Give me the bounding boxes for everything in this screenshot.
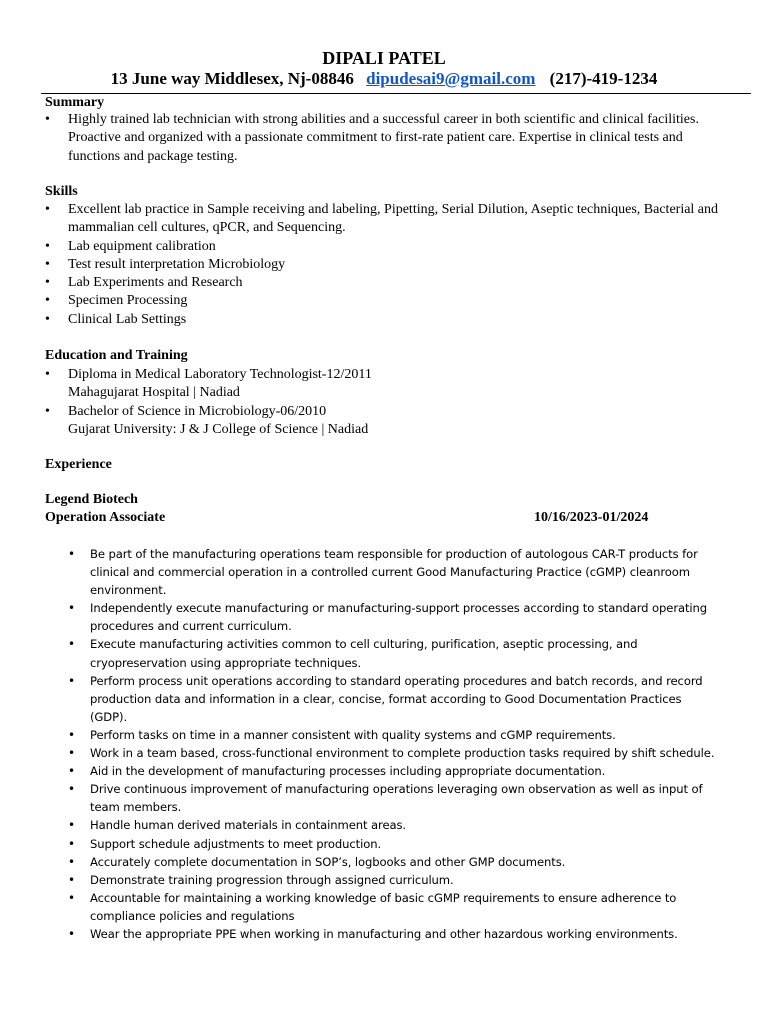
email-link[interactable]: dipudesai9@gmail.com [366,69,536,88]
education-degree: • Bachelor of Science in Microbiology-06/2010 [68,403,327,419]
duty-item: • Accountable for maintaining a working knowledge of basic cGMP requirements to ensure adherence to compliance policies and regulations [68,889,718,925]
education-school: Mahagujarat Hospital | Nadiad [68,385,240,401]
skills-list [45,201,725,329]
skill-item: • Clinical Lab Settings [45,311,725,329]
job-title: Operation Associate [45,510,166,525]
education-school: Gujarat University: J & J College of Science | Nadiad [68,421,369,437]
duty-item: • Handle human derived materials in containment areas. [68,816,718,834]
duty-item: • Accurately complete documentation in SOP’s, logbooks and other GMP documents. [68,853,718,871]
duty-item: • Aid in the development of manufacturing processes including appropriate documentation. [68,762,718,780]
skill-item: • Test result interpretation Microbiology [45,256,725,274]
duty-item: • Drive continuous improvement of manufacturing operations leveraging own observation as well as input of team members. [68,780,718,816]
skill-item: • Excellent lab practice in Sample receiving and labeling, Pipetting, Serial Dilution, Aseptic techniques, Bacterial and mammalian cell cultures, qPCR, and Sequencing. [45,201,725,238]
experience-heading: Experience [45,457,112,472]
summary-heading: Summary [45,95,105,110]
duty-item: • Perform process unit operations according to standard operating procedures and batch records, and record production data and information in a clear, concise, format according to Good Documentation Practices (GDP). [68,672,718,726]
header-divider [41,93,751,94]
duty-item: • Execute manufacturing activities common to cell culturing, purification, aseptic processing, and cryopreservation using appropriate techniques. [68,635,718,671]
duty-item: • Perform tasks on time in a manner consistent with quality systems and cGMP requirements. [68,726,718,744]
education-item [45,366,725,403]
duty-item: • Support schedule adjustments to meet production. [68,835,718,853]
education-item [45,403,725,440]
duty-item: • Demonstrate training progression through assigned curriculum. [68,871,718,889]
skill-item: • Lab equipment calibration [45,238,725,256]
duty-item: • Independently execute manufacturing or manufacturing-support processes according to standard operating procedures and current curriculum. [68,599,718,635]
duty-item: • Wear the appropriate PPE when working in manufacturing and other hazardous working environments. [68,925,718,943]
education-list [45,366,725,439]
address: 13 June way Middlesex, Nj-08846 [110,69,354,88]
experience-duties-list [68,545,718,943]
phone: (217)-419-1234 [549,69,658,88]
summary-list [45,111,725,166]
candidate-name: DIPALI PATEL [322,48,446,68]
education-degree: • Diploma in Medical Laboratory Technologist-12/2011 [68,367,372,382]
duty-item: • Work in a team based, cross-functional environment to complete production tasks required by shift schedule. [68,744,718,762]
job-dates: 10/16/2023-01/2024 [534,510,649,525]
summary-item: • Highly trained lab technician with strong abilities and a successful career in both scientific and clinical facilities. Proactive and organized with a passionate commitment to first-rate patient care. Expertise in clinical tests and functions and package testing. [45,111,725,166]
duty-item: • Be part of the manufacturing operations team responsible for production of autologous CAR-T products for clinical and commercial operation in a controlled current Good Manufacturing Practice (cGMP) cleanroom environment. [68,545,718,599]
skill-item: • Lab Experiments and Research [45,274,725,292]
company-name: Legend Biotech [45,492,138,507]
skill-item: • Specimen Processing [45,292,725,310]
skills-heading: Skills [45,184,78,199]
education-heading: Education and Training [45,348,188,363]
contact-line [0,68,768,90]
